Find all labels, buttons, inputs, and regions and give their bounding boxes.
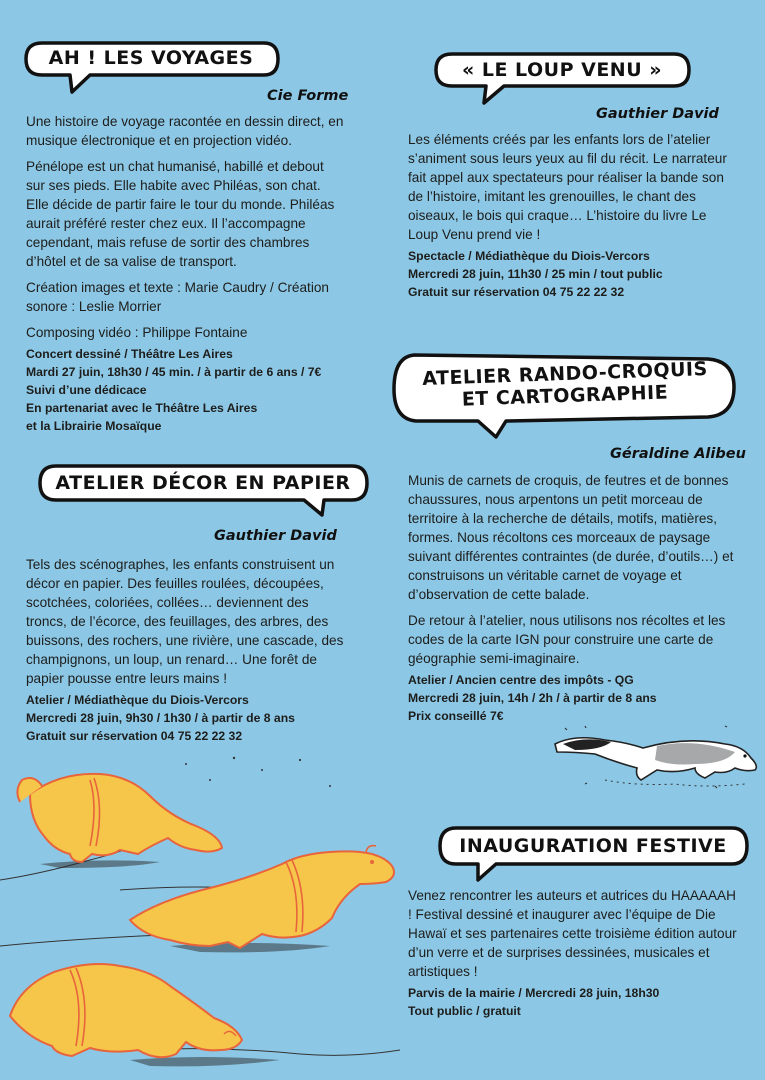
event-title: INAUGURATION FESTIVE xyxy=(459,835,727,857)
paragraph: Création images et texte : Marie Caudry / Création sonore : Leslie Morrier xyxy=(26,280,329,314)
event-author: Gauthier David xyxy=(596,106,719,122)
info-line: Mercredi 28 juin, 9h30 / 1h30 / à partir de 8 ans xyxy=(26,711,295,725)
event-info xyxy=(408,984,742,1020)
paragraph: Pénélope est un chat humanisé, habillé et debout sur ses pieds. Elle habite avec Philéas, son chat. Elle décide de partir faire le tour du monde. Philéas aurait préféré rester chez eux. Il l’accompagne cependant, mais refuse de sortir des chambres d’hôtel et de sa valise de transport. xyxy=(26,159,335,269)
event-description-decor xyxy=(26,555,346,745)
paragraph: Les éléments créés par les enfants lors de l’atelier s’animent sous leurs yeux au fil du récit. Le narrateur fait appel aux spectateurs pour réaliser la bande son de l’histoire, imitant les grenouilles, le chant des oiseaux, le bois qui craque… L’histoire du livre Le Loup Venu prend vie ! xyxy=(408,132,727,242)
event-description-rando xyxy=(408,471,740,725)
event-info xyxy=(26,345,344,435)
event-author: Gauthier David xyxy=(214,528,337,544)
event-title: ATELIER DÉCOR EN PAPIER xyxy=(55,472,351,494)
info-line: Gratuit sur réservation 04 75 22 22 32 xyxy=(408,285,625,299)
paragraph: De retour à l’atelier, nous utilisons nos récoltes et les codes de la carte IGN pour construire une carte de géographie semi-imaginaire. xyxy=(408,613,726,666)
info-line: Mercredi 28 juin, 11h30 / 25 min / tout public xyxy=(408,267,663,281)
info-line: Suivi d’une dédicace xyxy=(26,383,147,397)
event-info xyxy=(408,247,740,301)
event-description-voyages xyxy=(26,112,344,435)
paragraph: Composing vidéo : Philippe Fontaine xyxy=(26,325,248,340)
event-info xyxy=(26,691,346,745)
info-line: Parvis de la mairie / Mercredi 28 juin, 18h30 xyxy=(408,986,660,1000)
title-bubble-decor xyxy=(34,463,372,519)
title-bubble-inauguration xyxy=(434,824,752,884)
paragraph: Tels des scénographes, les enfants construisent un décor en papier. Des feuilles roulées, découpées, scotchées, coloriées, collées… deviennent des troncs, de l’écorce, des feuillages, des arbres, des buissons, des rochers, une rivière, une cascade, des champignons, un loup, un renard… Une forêt de papier pousse entre leurs mains ! xyxy=(26,557,344,686)
event-info xyxy=(408,671,740,725)
info-line: Atelier / Médiathèque du Diois-Vercors xyxy=(26,693,249,707)
paragraph: Une histoire de voyage racontée en dessin direct, en musique électronique et en projection vidéo. xyxy=(26,114,344,148)
event-title: « LE LOUP VENU » xyxy=(461,59,663,81)
info-line: Mardi 27 juin, 18h30 / 45 min. / à partir de 6 ans / 7€ xyxy=(26,365,322,379)
event-author: Géraldine Alibeu xyxy=(610,446,746,462)
event-description-loup xyxy=(408,130,740,301)
info-line: En partenariat avec le Théâtre Les Aires xyxy=(26,401,258,415)
info-line: Tout public / gratuit xyxy=(408,1004,521,1018)
event-title: AH ! LES VOYAGES xyxy=(48,47,254,69)
title-bubble-loup xyxy=(430,50,694,106)
info-line: Atelier / Ancien centre des impôts - QG xyxy=(408,673,634,687)
title-bubble-voyages xyxy=(20,40,282,96)
info-line: Prix conseillé 7€ xyxy=(408,709,504,723)
paragraph: Munis de carnets de croquis, de feutres et de bonnes chaussures, nous arpentons un petit morceau de territoire à la recherche de détails, motifs, matières, formes. Nous récoltons ces morceaux de paysage suivant différentes contraintes (de durée, d’outils…) et construisons un véritable carnet de voyage et d’observation de cette balade. xyxy=(408,473,734,602)
info-line: Concert dessiné / Théâtre Les Aires xyxy=(26,347,233,361)
info-line: Spectacle / Médiathèque du Diois-Vercors xyxy=(408,249,650,263)
event-title-line-1: ATELIER RANDO-CROQUIS xyxy=(421,358,709,390)
otters-illustration xyxy=(0,750,410,1080)
info-line: Gratuit sur réservation 04 75 22 22 32 xyxy=(26,729,243,743)
running-animal-illustration xyxy=(545,722,765,792)
info-line: et la Librairie Mosaïque xyxy=(26,419,162,433)
title-bubble-rando xyxy=(386,349,744,441)
paragraph: Venez rencontrer les auteurs et autrices du HAAAAAH ! Festival dessiné et inaugurer avec l’équipe de Die Hawaï et ses partenaires cette troisième édition autour d’un verre et de surprises dessinées, musicales et artistiques ! xyxy=(408,888,737,979)
info-line: Mercredi 28 juin, 14h / 2h / à partir de 8 ans xyxy=(408,691,657,705)
event-description-inauguration xyxy=(408,886,742,1020)
event-author: Cie Forme xyxy=(267,88,349,104)
event-title-line-2: ET CARTOGRAPHIE xyxy=(461,381,669,411)
